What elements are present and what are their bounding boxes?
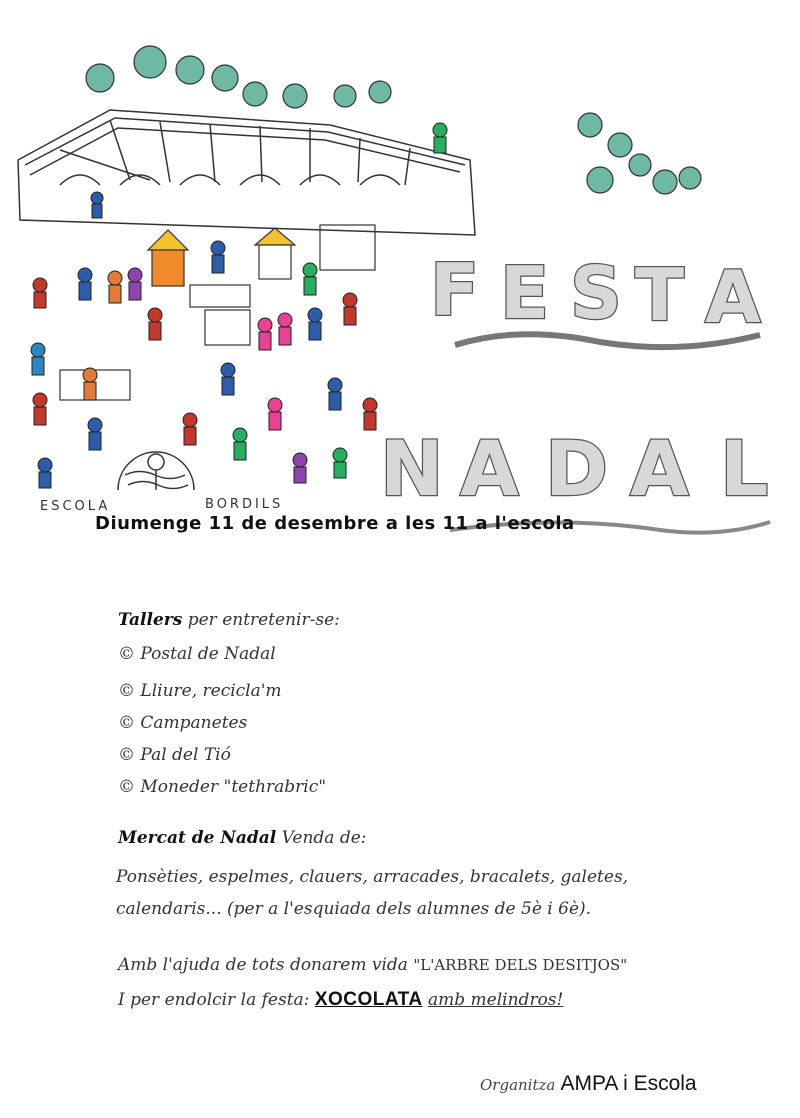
mercat-intro: Venda de: (281, 828, 367, 848)
school-label-right: BORDILS (205, 497, 284, 512)
xocolata-line (118, 990, 563, 1009)
nadal-letter-d: D (545, 424, 609, 513)
taller-item: © Postal de Nadal (118, 644, 276, 664)
nadal-letter-l: L (720, 424, 769, 513)
festa-letter-f: F (430, 248, 480, 332)
arbre-name: "L'ARBRE DELS DESITJOS" (413, 956, 628, 974)
mercat-products-line: Ponsèties, espelmes, clauers, arracades, bracalets, galetes, (116, 867, 629, 887)
festa-letter-a: A (705, 255, 761, 339)
festa-title (430, 248, 761, 339)
organitza-label: Organitza (480, 1076, 556, 1094)
taller-item: © Campanetes (118, 713, 248, 733)
nadal-title (380, 424, 768, 513)
arbre-line (118, 957, 627, 974)
tallers-heading-line (118, 612, 340, 629)
event-date: Diumenge 11 de desembre a les 11 a l'escola (95, 513, 575, 534)
nadal-letter-a2: A (630, 424, 689, 513)
tallers-heading: Tallers (118, 610, 183, 630)
school-label-left: ESCOLA (40, 499, 111, 514)
taller-item: © Moneder "tethrabric" (118, 777, 327, 797)
organizers-names: AMPA i Escola (560, 1072, 697, 1095)
mercat-heading: Mercat de Nadal (118, 828, 277, 848)
taller-item: © Lliure, recicla'm (118, 681, 282, 701)
mercat-products-line: calendaris... (per a l'esquiada dels alumnes de 5è i 6è). (116, 899, 592, 919)
organizers-footer (480, 1072, 697, 1096)
tallers-intro: per entretenir-se: (187, 610, 340, 630)
mercat-heading-line (118, 830, 367, 847)
tree-row (86, 46, 701, 194)
nadal-letter-n: N (380, 424, 444, 513)
arbre-prefix: Amb l'ajuda de tots donarem vida (118, 955, 408, 975)
xocolata-word: XOCOLATA (314, 989, 423, 1010)
festa-letter-t: T (635, 253, 685, 337)
festa-prefix: I per endolcir la festa: (118, 990, 310, 1010)
festa-letter-e: E (500, 251, 550, 335)
school-building (18, 110, 475, 235)
nadal-letter-a: A (460, 424, 519, 513)
festa-letter-s: S (570, 251, 622, 335)
festa-suffix: amb melindros! (428, 990, 564, 1010)
school-logo (118, 452, 194, 490)
taller-item: © Pal del Tió (118, 745, 231, 765)
